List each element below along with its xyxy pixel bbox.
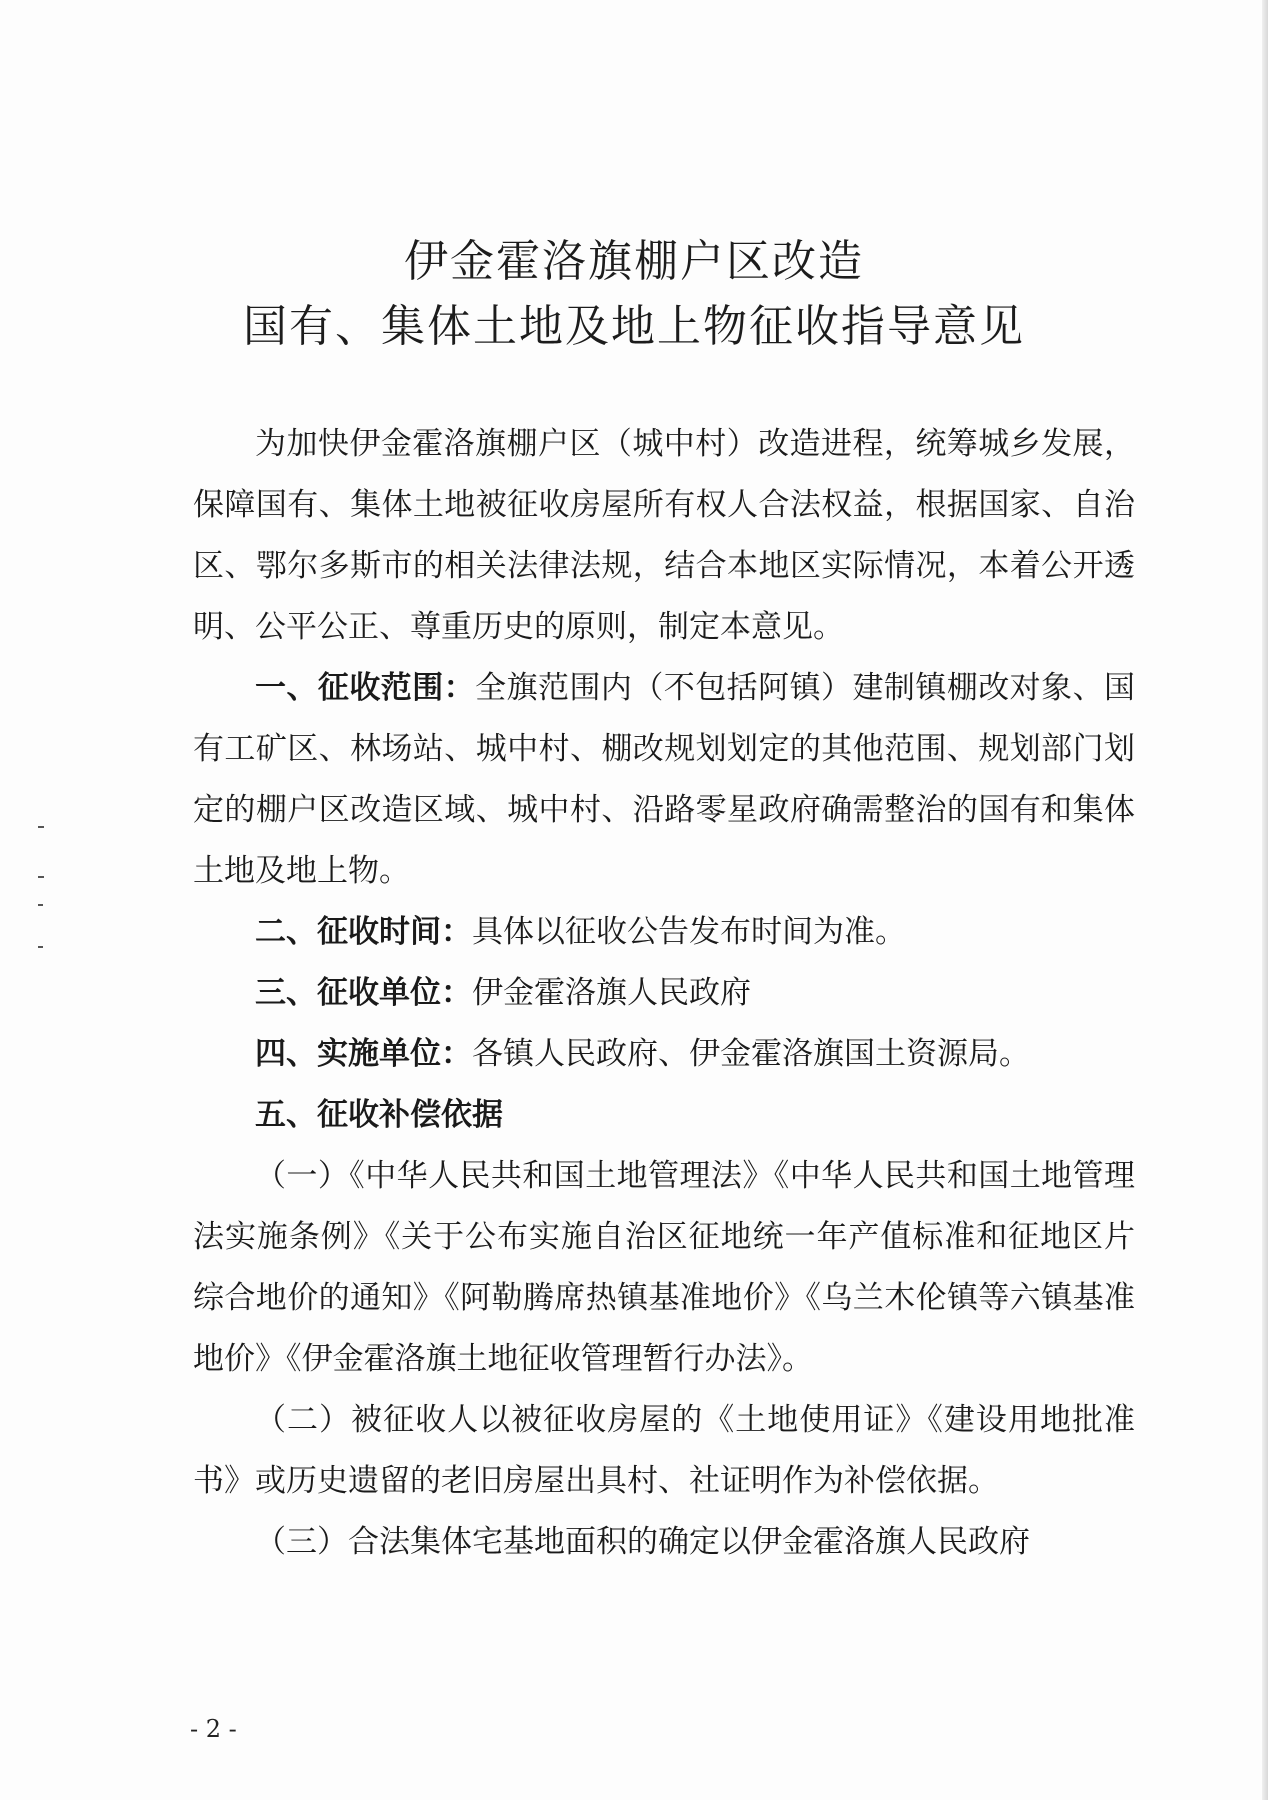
intro-paragraph: 为加快伊金霍洛旗棚户区（城中村）改造进程，统筹城乡发展，保障国有、集体土地被征收房屋所有权人合法权益，根据国家、自治区、鄂尔多斯市的相关法律法规，结合本地区实际情况，本着公开透明、公平公正、尊重历史的原则，制定本意见。 [193, 426, 1135, 645]
margin-scan-mark [38, 946, 43, 948]
section-time [193, 902, 1135, 963]
section-heading: 一、征收范围： [255, 670, 476, 706]
section-heading: 三、征收单位： [255, 975, 472, 1011]
margin-scan-mark [38, 826, 44, 828]
section-basis [193, 1085, 1135, 1146]
basis-item-2: （二）被征收人以被征收房屋的《土地使用证》《建设用地批准书》或历史遗留的老旧房屋出具村、社证明作为补偿依据。 [193, 1402, 1135, 1499]
section-unit [193, 963, 1135, 1024]
section-text: 全旗范围内（不包括阿镇）建制镇棚改对象、国有工矿区、林场站、城中村、棚改规划划定的其他范围、规划部门划定的棚户区改造区域、城中村、沿路零星政府确需整治的国有和集体土地及地上物。 [193, 670, 1136, 889]
section-text: 伊金霍洛旗人民政府 [472, 975, 751, 1011]
margin-scan-mark [38, 876, 44, 878]
document-title-line-1: 伊金霍洛旗棚户区改造 [404, 236, 864, 287]
margin-scan-mark [38, 904, 43, 906]
section-text: 具体以征收公告发布时间为准。 [472, 914, 906, 950]
section-scope [193, 658, 1135, 902]
section-heading: 五、征收补偿依据 [255, 1097, 503, 1133]
document-title-line-2: 国有、集体土地及地上物征收指导意见 [243, 301, 1025, 352]
section-text: 各镇人民政府、伊金霍洛旗国土资源局。 [472, 1036, 1030, 1072]
basis-item-1: （一）《中华人民共和国土地管理法》《中华人民共和国土地管理法实施条例》《关于公布实施自治区征地统一年产值标准和征地区片综合地价的通知》《阿勒腾席热镇基准地价》《乌兰木伦镇等六镇基准地价》《伊金霍洛旗土地征收管理暂行办法》。 [193, 1158, 1135, 1377]
basis-item-3: （三）合法集体宅基地面积的确定以伊金霍洛旗人民政府 [255, 1524, 1030, 1560]
document-body [193, 414, 1135, 1573]
section-implementer [193, 1024, 1135, 1085]
section-heading: 二、征收时间： [255, 914, 472, 950]
section-heading: 四、实施单位： [255, 1036, 472, 1072]
page-number: - 2 - [190, 1715, 237, 1743]
